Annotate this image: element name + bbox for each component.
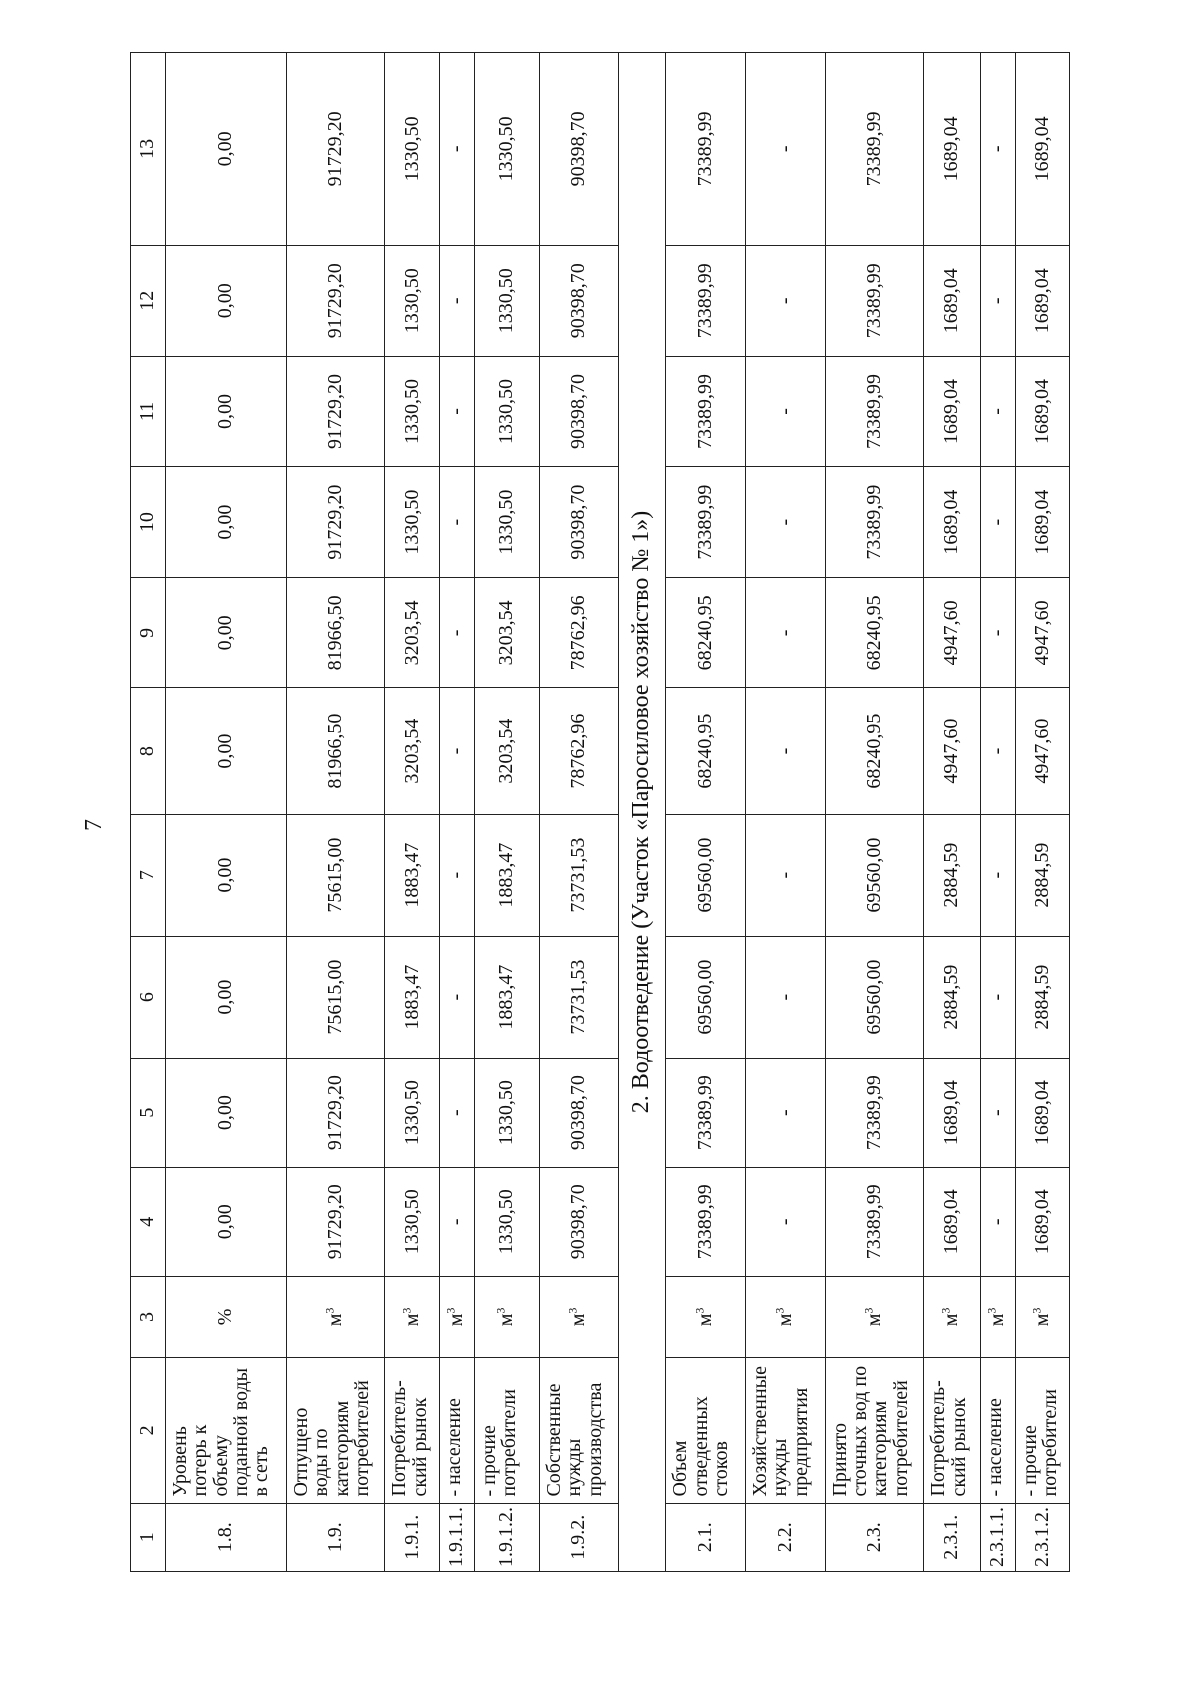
- value-cell: 3203,54: [385, 688, 439, 814]
- value-cell: 1883,47: [385, 936, 439, 1058]
- row-label-cell: Объем отведенных стоков: [666, 1358, 746, 1503]
- value-cell: 91729,20: [286, 1058, 385, 1167]
- value-cell: 73389,99: [825, 356, 924, 466]
- unit-cell: [540, 1276, 618, 1357]
- value-cell: 1689,04: [924, 53, 981, 246]
- value-cell: 73389,99: [825, 53, 924, 246]
- header-cell-5: 5: [131, 1058, 166, 1167]
- value-cell: 0,00: [165, 467, 286, 578]
- value-cell: 73389,99: [666, 356, 746, 466]
- value-cell: -: [439, 936, 474, 1058]
- unit-superscript: 3: [443, 1307, 458, 1314]
- row-label-cell: Уровень потерь к объему поданной воды в сеть: [165, 1358, 286, 1503]
- row-label-cell: Хозяйственные нужды предприятия: [745, 1358, 825, 1503]
- rotated-table-wrapper: [130, 52, 1070, 1572]
- value-cell: 68240,95: [666, 578, 746, 688]
- unit-text: м: [694, 1313, 717, 1327]
- value-cell: 69560,00: [825, 814, 924, 936]
- unit-cell: [439, 1276, 474, 1357]
- value-cell: 1689,04: [1015, 467, 1069, 578]
- unit-superscript: 3: [493, 1307, 508, 1314]
- value-cell: 0,00: [165, 578, 286, 688]
- value-cell: 1689,04: [924, 356, 981, 466]
- value-cell: 1689,04: [924, 1058, 981, 1167]
- value-cell: 73389,99: [825, 1167, 924, 1276]
- value-cell: 0,00: [165, 53, 286, 246]
- table-row: [980, 53, 1015, 1572]
- row-label-cell: Потребитель-ский рынок: [924, 1358, 981, 1503]
- value-cell: -: [980, 814, 1015, 936]
- header-cell-6: 6: [131, 936, 166, 1058]
- value-cell: 73389,99: [825, 245, 924, 356]
- unit-superscript: 3: [938, 1307, 953, 1314]
- value-cell: 0,00: [165, 356, 286, 466]
- value-cell: -: [439, 688, 474, 814]
- row-label-cell: - население: [439, 1358, 474, 1503]
- value-cell: 91729,20: [286, 245, 385, 356]
- unit-cell: [474, 1276, 539, 1357]
- value-cell: -: [980, 578, 1015, 688]
- row-id-cell: 2.3.: [825, 1503, 924, 1571]
- value-cell: 2884,59: [1015, 936, 1069, 1058]
- value-cell: 4947,60: [924, 688, 981, 814]
- unit-text: м: [1030, 1313, 1053, 1327]
- table-row: [286, 53, 385, 1572]
- header-cell-11: 11: [131, 356, 166, 466]
- table-row: [745, 53, 825, 1572]
- value-cell: 91729,20: [286, 53, 385, 246]
- page-number: 7: [81, 819, 107, 831]
- value-cell: 90398,70: [540, 53, 618, 246]
- value-cell: 1330,50: [474, 1058, 539, 1167]
- value-cell: -: [980, 53, 1015, 246]
- table-row: [439, 53, 474, 1572]
- unit-superscript: 3: [861, 1307, 876, 1314]
- header-cell-9: 9: [131, 578, 166, 688]
- section-row: [618, 53, 666, 1572]
- header-cell-13: 13: [131, 53, 166, 246]
- data-table: [130, 52, 1070, 1572]
- row-id-cell: 1.8.: [165, 1503, 286, 1571]
- value-cell: 1689,04: [924, 245, 981, 356]
- value-cell: 75615,00: [286, 814, 385, 936]
- unit-cell: [165, 1276, 286, 1357]
- unit-text: м: [940, 1313, 963, 1327]
- unit-text: %: [214, 1308, 237, 1326]
- table-body: [131, 53, 1070, 1572]
- unit-superscript: 3: [772, 1307, 787, 1314]
- value-cell: 73731,53: [540, 814, 618, 936]
- value-cell: 0,00: [165, 1167, 286, 1276]
- value-cell: 73389,99: [666, 467, 746, 578]
- value-cell: -: [439, 245, 474, 356]
- row-id-cell: 1.9.: [286, 1503, 385, 1571]
- value-cell: -: [980, 356, 1015, 466]
- value-cell: 3203,54: [474, 578, 539, 688]
- value-cell: 69560,00: [666, 936, 746, 1058]
- unit-cell: [1015, 1276, 1069, 1357]
- value-cell: -: [439, 814, 474, 936]
- value-cell: -: [980, 1167, 1015, 1276]
- value-cell: -: [980, 245, 1015, 356]
- value-cell: -: [745, 688, 825, 814]
- header-cell-1: 1: [131, 1503, 166, 1571]
- value-cell: 90398,70: [540, 1058, 618, 1167]
- row-id-cell: 2.3.1.2.: [1015, 1503, 1069, 1571]
- value-cell: 1330,50: [474, 467, 539, 578]
- header-cell-2: 2: [131, 1358, 166, 1503]
- value-cell: 68240,95: [825, 688, 924, 814]
- value-cell: 73389,99: [825, 467, 924, 578]
- value-cell: 1330,50: [474, 53, 539, 246]
- header-cell-12: 12: [131, 245, 166, 356]
- header-row: [131, 53, 166, 1572]
- value-cell: -: [745, 1058, 825, 1167]
- row-id-cell: 1.9.1.: [385, 1503, 439, 1571]
- value-cell: 91729,20: [286, 356, 385, 466]
- value-cell: 90398,70: [540, 245, 618, 356]
- value-cell: -: [980, 688, 1015, 814]
- value-cell: 1330,50: [385, 1058, 439, 1167]
- row-label-cell: Собственные нужды производства: [540, 1358, 618, 1503]
- value-cell: 69560,00: [666, 814, 746, 936]
- value-cell: 4947,60: [924, 578, 981, 688]
- table-row: [474, 53, 539, 1572]
- unit-cell: [385, 1276, 439, 1357]
- value-cell: 0,00: [165, 936, 286, 1058]
- value-cell: 1330,50: [385, 1167, 439, 1276]
- row-id-cell: 2.3.1.: [924, 1503, 981, 1571]
- value-cell: 1689,04: [1015, 1167, 1069, 1276]
- value-cell: 1330,50: [385, 53, 439, 246]
- value-cell: 0,00: [165, 688, 286, 814]
- row-id-cell: 1.9.1.1.: [439, 1503, 474, 1571]
- value-cell: 81966,50: [286, 578, 385, 688]
- unit-superscript: 3: [984, 1307, 999, 1314]
- table-row: [1015, 53, 1069, 1572]
- table-row: [165, 53, 286, 1572]
- header-cell-10: 10: [131, 467, 166, 578]
- unit-cell: [825, 1276, 924, 1357]
- value-cell: -: [745, 245, 825, 356]
- value-cell: 1883,47: [385, 814, 439, 936]
- table-row: [924, 53, 981, 1572]
- unit-text: м: [445, 1313, 468, 1327]
- value-cell: -: [439, 1167, 474, 1276]
- unit-cell: [666, 1276, 746, 1357]
- unit-text: м: [986, 1313, 1009, 1327]
- header-cell-8: 8: [131, 688, 166, 814]
- row-label-cell: Потребитель-ский рынок: [385, 1358, 439, 1503]
- value-cell: 2884,59: [924, 814, 981, 936]
- value-cell: 1689,04: [1015, 356, 1069, 466]
- value-cell: 3203,54: [474, 688, 539, 814]
- value-cell: -: [439, 356, 474, 466]
- value-cell: 73389,99: [666, 53, 746, 246]
- value-cell: 1883,47: [474, 814, 539, 936]
- header-cell-4: 4: [131, 1167, 166, 1276]
- unit-text: м: [324, 1313, 347, 1327]
- value-cell: -: [439, 1058, 474, 1167]
- value-cell: 78762,96: [540, 688, 618, 814]
- value-cell: 73389,99: [666, 1167, 746, 1276]
- row-id-cell: 2.3.1.1.: [980, 1503, 1015, 1571]
- unit-cell: [924, 1276, 981, 1357]
- value-cell: 1330,50: [474, 1167, 539, 1276]
- row-id-cell: 1.9.1.2.: [474, 1503, 539, 1571]
- table-row: [385, 53, 439, 1572]
- value-cell: 1689,04: [924, 1167, 981, 1276]
- value-cell: -: [439, 467, 474, 578]
- value-cell: 1689,04: [924, 467, 981, 578]
- value-cell: 4947,60: [1015, 688, 1069, 814]
- header-cell-3: 3: [131, 1276, 166, 1357]
- value-cell: 73731,53: [540, 936, 618, 1058]
- value-cell: -: [439, 53, 474, 246]
- value-cell: 0,00: [165, 245, 286, 356]
- value-cell: 1689,04: [1015, 53, 1069, 246]
- value-cell: 91729,20: [286, 1167, 385, 1276]
- value-cell: -: [745, 53, 825, 246]
- row-label-cell: Принято сточных вод по категориям потребителей: [825, 1358, 924, 1503]
- value-cell: 1330,50: [385, 245, 439, 356]
- value-cell: -: [745, 814, 825, 936]
- unit-cell: [745, 1276, 825, 1357]
- value-cell: -: [745, 1167, 825, 1276]
- value-cell: 90398,70: [540, 1167, 618, 1276]
- value-cell: 73389,99: [666, 245, 746, 356]
- unit-cell: [286, 1276, 385, 1357]
- value-cell: 73389,99: [666, 1058, 746, 1167]
- unit-text: м: [567, 1313, 590, 1327]
- header-cell-7: 7: [131, 814, 166, 936]
- value-cell: 1330,50: [385, 467, 439, 578]
- table-row: [825, 53, 924, 1572]
- unit-text: м: [773, 1313, 796, 1327]
- value-cell: 1330,50: [385, 356, 439, 466]
- unit-superscript: 3: [1029, 1307, 1044, 1314]
- value-cell: 2884,59: [1015, 814, 1069, 936]
- unit-superscript: 3: [398, 1307, 413, 1314]
- value-cell: 78762,96: [540, 578, 618, 688]
- row-id-cell: 2.1.: [666, 1503, 746, 1571]
- value-cell: -: [980, 1058, 1015, 1167]
- value-cell: 81966,50: [286, 688, 385, 814]
- value-cell: 73389,99: [825, 1058, 924, 1167]
- row-label-cell: - население: [980, 1358, 1015, 1503]
- unit-superscript: 3: [692, 1307, 707, 1314]
- value-cell: 1330,50: [474, 245, 539, 356]
- unit-text: м: [495, 1313, 518, 1327]
- unit-text: м: [400, 1313, 423, 1327]
- unit-text: м: [862, 1313, 885, 1327]
- value-cell: 68240,95: [825, 578, 924, 688]
- value-cell: -: [745, 936, 825, 1058]
- unit-superscript: 3: [565, 1307, 580, 1314]
- unit-superscript: 3: [322, 1307, 337, 1314]
- unit-cell: [980, 1276, 1015, 1357]
- value-cell: 68240,95: [666, 688, 746, 814]
- value-cell: 3203,54: [385, 578, 439, 688]
- value-cell: 69560,00: [825, 936, 924, 1058]
- value-cell: -: [745, 578, 825, 688]
- value-cell: 2884,59: [924, 936, 981, 1058]
- value-cell: 4947,60: [1015, 578, 1069, 688]
- row-label-cell: - прочие потребители: [474, 1358, 539, 1503]
- value-cell: 90398,70: [540, 467, 618, 578]
- row-id-cell: 1.9.2.: [540, 1503, 618, 1571]
- value-cell: -: [439, 578, 474, 688]
- value-cell: 1330,50: [474, 356, 539, 466]
- value-cell: 0,00: [165, 814, 286, 936]
- value-cell: 1689,04: [1015, 245, 1069, 356]
- value-cell: -: [980, 936, 1015, 1058]
- section-title: 2. Водоотведение (Участок «Паросиловое хозяйство № 1»): [618, 53, 666, 1572]
- value-cell: 91729,20: [286, 467, 385, 578]
- row-id-cell: 2.2.: [745, 1503, 825, 1571]
- value-cell: 0,00: [165, 1058, 286, 1167]
- value-cell: 75615,00: [286, 936, 385, 1058]
- value-cell: -: [745, 356, 825, 466]
- value-cell: 1689,04: [1015, 1058, 1069, 1167]
- value-cell: -: [745, 467, 825, 578]
- value-cell: 1883,47: [474, 936, 539, 1058]
- value-cell: 90398,70: [540, 356, 618, 466]
- row-label-cell: Отпущено воды по категориям потребителей: [286, 1358, 385, 1503]
- table-row: [540, 53, 618, 1572]
- value-cell: -: [980, 467, 1015, 578]
- table-row: [666, 53, 746, 1572]
- row-label-cell: - прочие потребители: [1015, 1358, 1069, 1503]
